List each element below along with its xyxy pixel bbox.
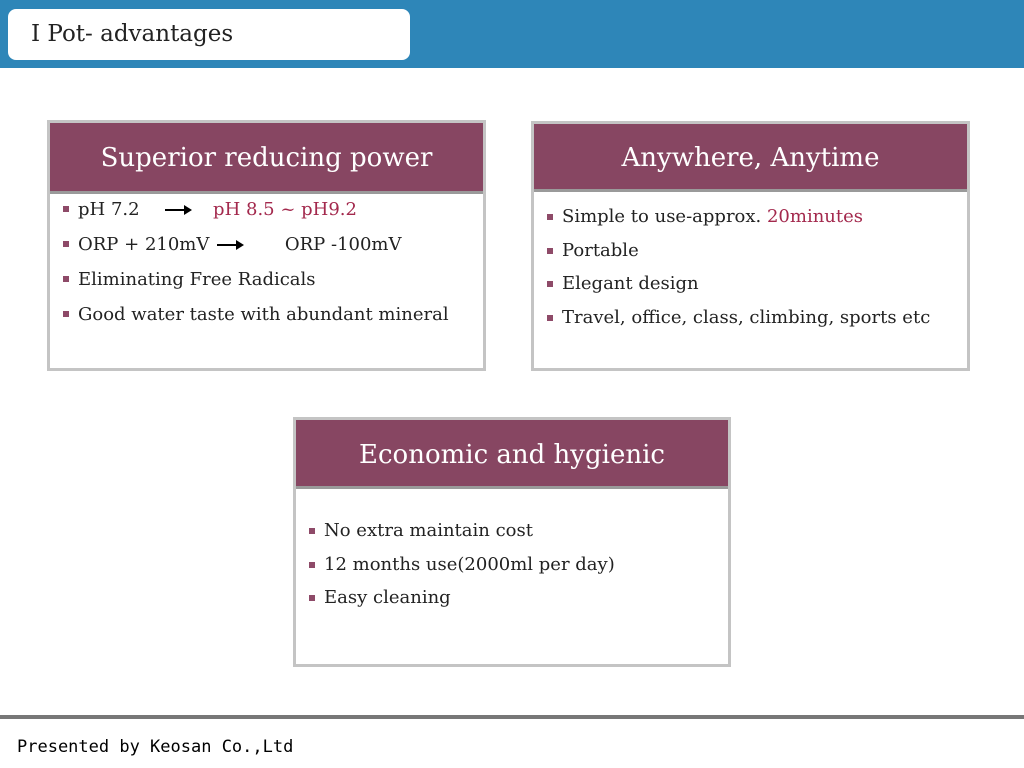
radicals-text: Eliminating Free Radicals xyxy=(78,269,316,290)
list-item-elegant xyxy=(534,267,967,301)
square-bullet-icon xyxy=(63,311,69,317)
months-text: 12 months use(2000ml per day) xyxy=(324,553,615,575)
card-anywhere-anytime-heading: Anywhere, Anytime xyxy=(534,124,967,192)
elegant-text: Elegant design xyxy=(562,273,699,294)
square-bullet-icon xyxy=(309,528,315,534)
travel-text: Travel, office, class, climbing, sports etc xyxy=(562,306,931,328)
simple-duration: 20minutes xyxy=(766,206,864,227)
list-item-radicals xyxy=(50,262,483,297)
orp-before-value: ORP + 210mV xyxy=(78,234,210,255)
list-item-cost xyxy=(296,514,728,548)
cost-text: No extra maintain cost xyxy=(324,520,533,541)
arrow-right-icon xyxy=(217,239,245,251)
orp-after-value: ORP -100mV xyxy=(284,234,402,255)
ph-after-value: pH 8.5 ~ pH9.2 xyxy=(213,199,357,220)
square-bullet-icon xyxy=(309,562,315,568)
card-reducing-power xyxy=(47,120,486,371)
simple-text: Simple to use-approx. xyxy=(562,206,767,227)
card-anywhere-anytime-body xyxy=(534,200,967,334)
square-bullet-icon xyxy=(309,595,315,601)
portable-text: Portable xyxy=(562,239,639,261)
list-item-orp xyxy=(50,227,483,262)
card-anywhere-anytime xyxy=(531,121,970,371)
ph-before-value: pH 7.2 xyxy=(78,199,140,220)
slide-title: I Pot- advantages xyxy=(31,21,234,47)
square-bullet-icon xyxy=(547,315,553,321)
square-bullet-icon xyxy=(547,281,553,287)
footer-presenter: Presented by Keosan Co.,Ltd xyxy=(17,737,294,757)
list-item-taste xyxy=(50,297,483,332)
card-economic-hygienic xyxy=(293,417,731,667)
square-bullet-icon xyxy=(63,276,69,282)
card-economic-hygienic-body xyxy=(296,514,728,615)
list-item-ph xyxy=(50,192,483,227)
card-reducing-power-body xyxy=(50,192,483,332)
list-item-simple xyxy=(534,200,967,234)
square-bullet-icon xyxy=(63,206,69,212)
list-item-cleaning xyxy=(296,581,728,615)
square-bullet-icon xyxy=(63,241,69,247)
cleaning-text: Easy cleaning xyxy=(324,587,451,608)
taste-text: Good water taste with abundant mineral xyxy=(78,304,449,325)
list-item-months xyxy=(296,548,728,582)
footer-divider xyxy=(0,715,1024,719)
list-item-travel xyxy=(534,301,967,335)
card-economic-hygienic-heading: Economic and hygienic xyxy=(296,420,728,489)
square-bullet-icon xyxy=(547,248,553,254)
header-bar xyxy=(0,0,1024,68)
title-box xyxy=(8,9,410,60)
arrow-right-icon xyxy=(165,204,193,216)
list-item-portable xyxy=(534,234,967,268)
card-reducing-power-heading: Superior reducing power xyxy=(50,123,483,194)
square-bullet-icon xyxy=(547,214,553,220)
